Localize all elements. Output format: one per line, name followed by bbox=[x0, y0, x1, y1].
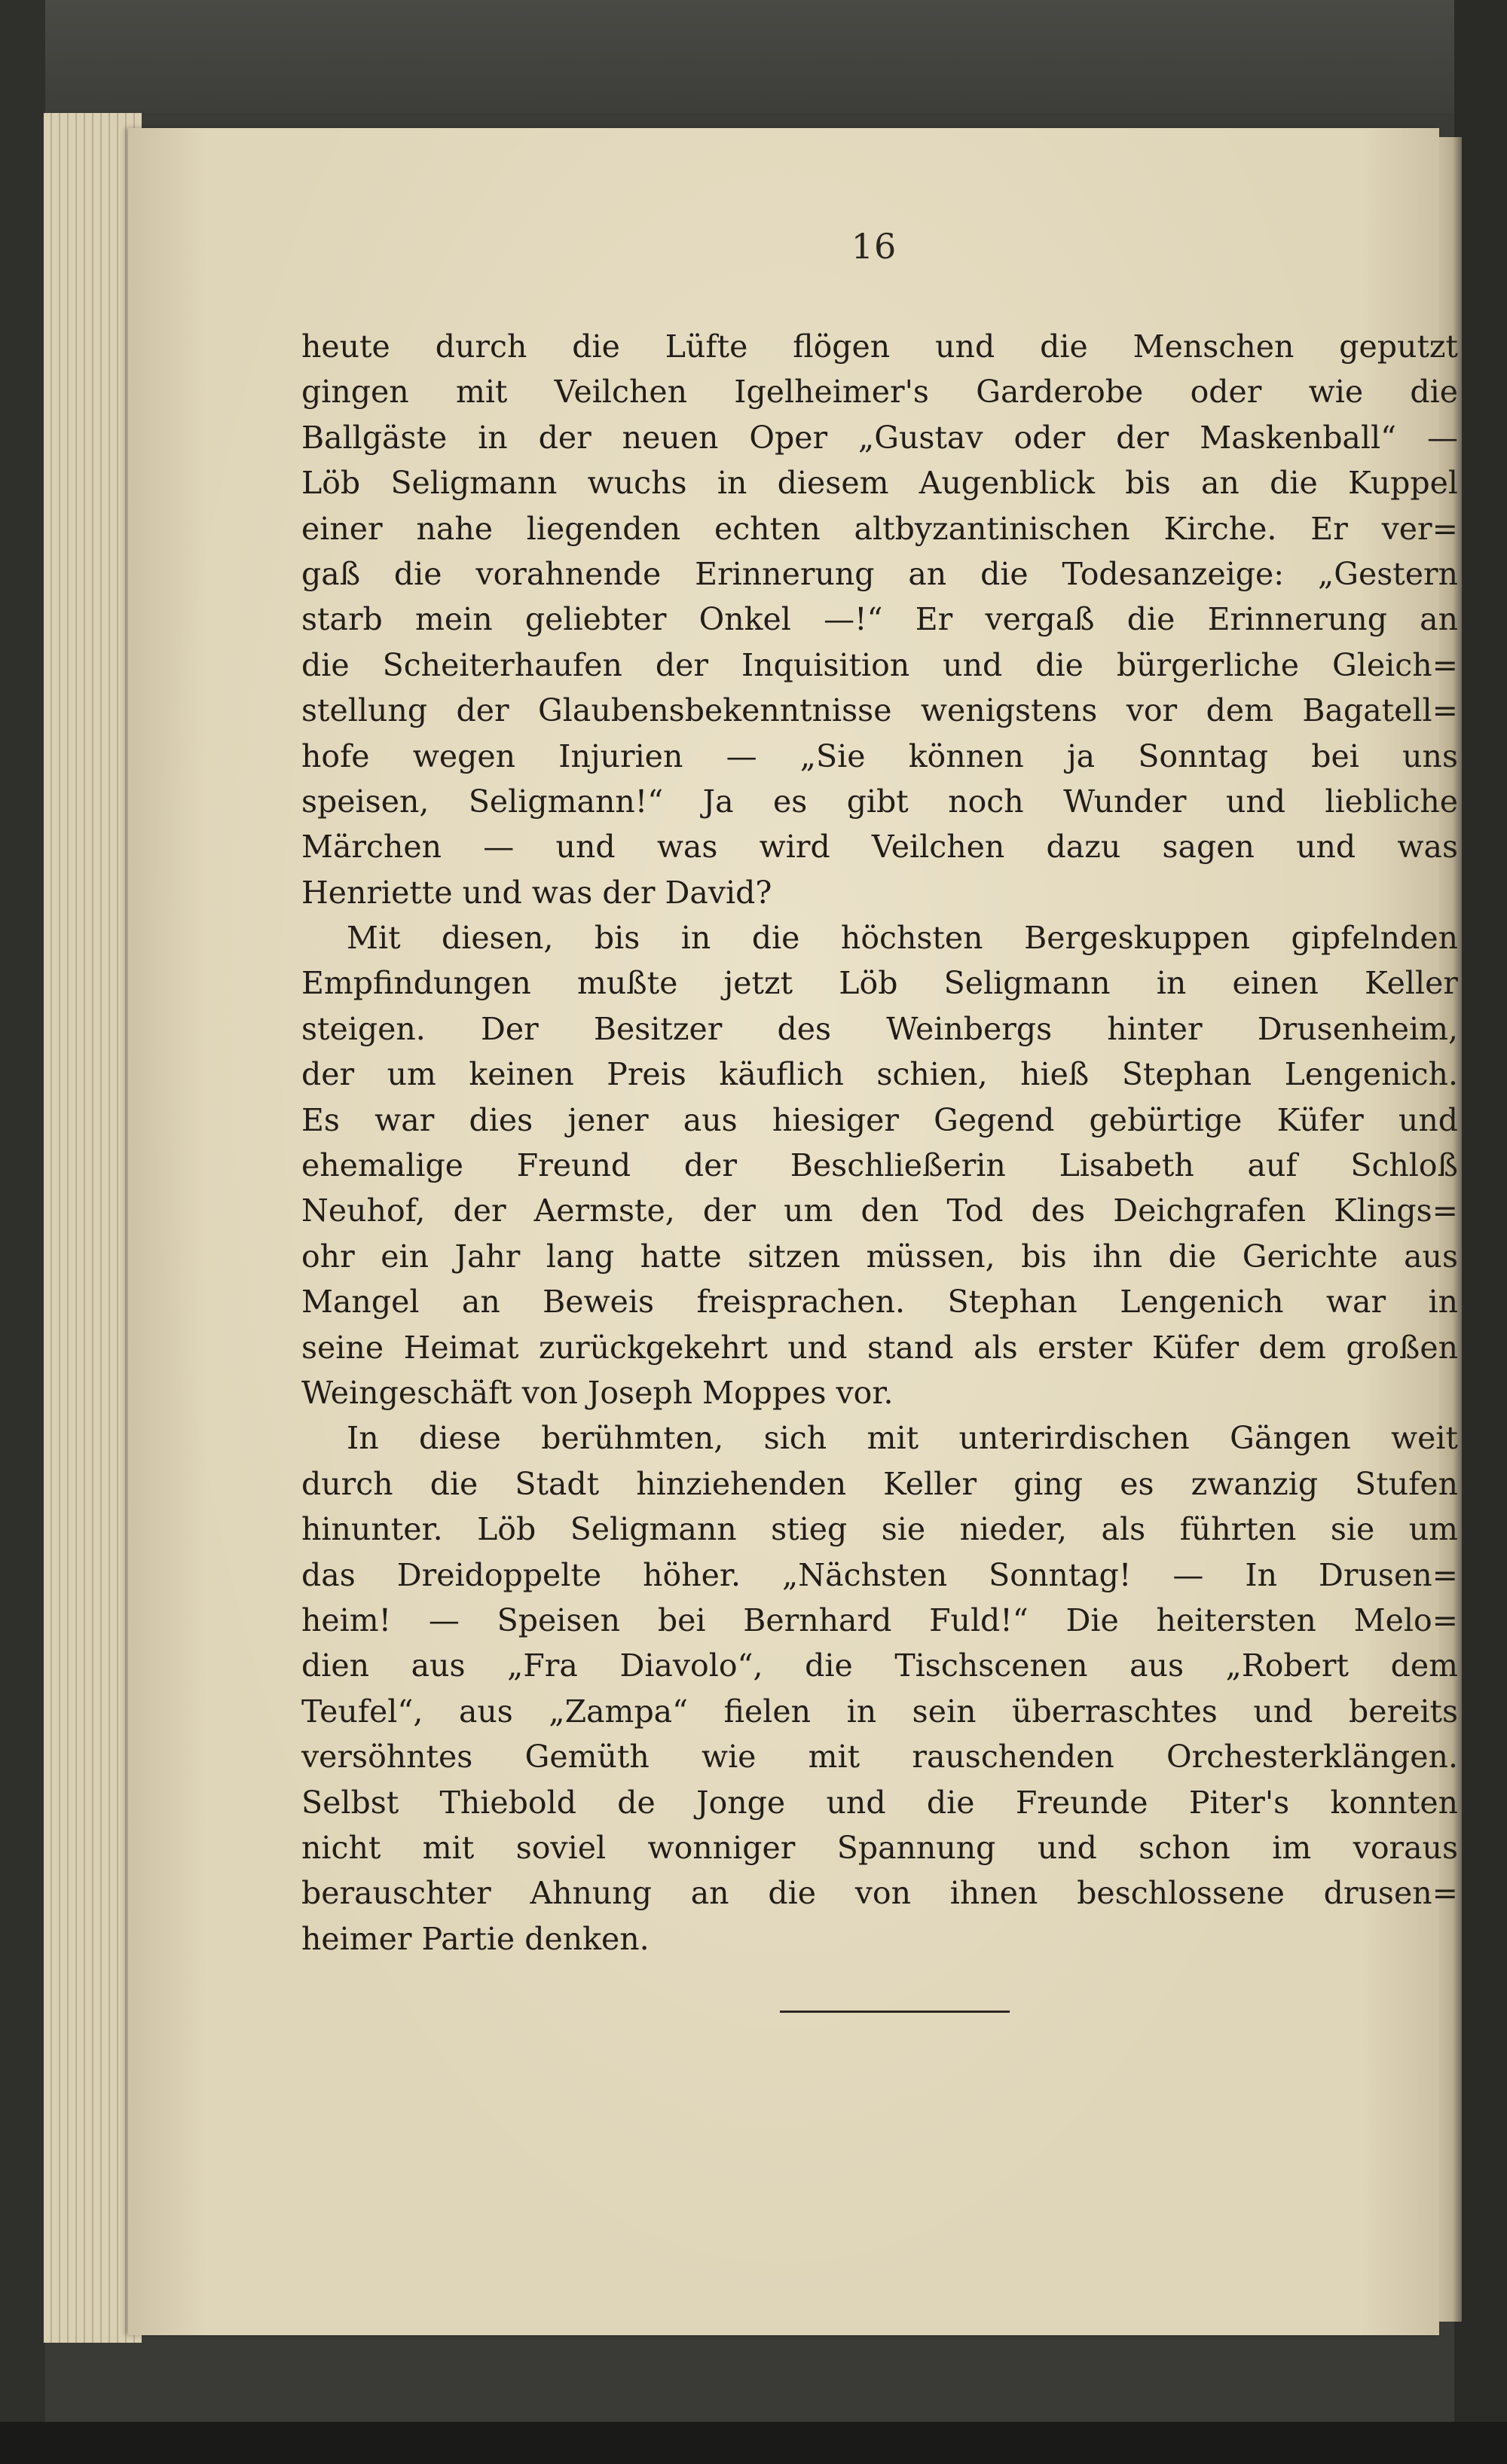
scanner-background-right bbox=[1454, 0, 1507, 2464]
text-line: In diese berühmten, sich mit unterirdischen Gängen weit bbox=[347, 1420, 1458, 1457]
text-line: ehemalige Freund der Beschließerin Lisabeth auf Schloß bbox=[301, 1147, 1458, 1184]
text-line: gingen mit Veilchen Igelheimer's Garderobe oder wie die bbox=[301, 374, 1458, 411]
text-line: speisen, Seligmann!“ Ja es gibt noch Wunder und liebliche bbox=[301, 783, 1458, 820]
text-line: versöhntes Gemüth wie mit rauschenden Orchesterklängen. bbox=[301, 1739, 1458, 1775]
text-line: steigen. Der Besitzer des Weinbergs hinter Drusenheim, bbox=[301, 1010, 1458, 1047]
text-line: einer nahe liegenden echten altbyzantinischen Kirche. Er ver= bbox=[301, 510, 1458, 547]
book-page-edges-left bbox=[44, 113, 142, 2343]
text-line: die Scheiterhaufen der Inquisition und die bürgerliche Gleich= bbox=[301, 646, 1458, 683]
text-line: Empfindungen mußte jetzt Löb Seligmann in einen Keller bbox=[301, 965, 1458, 1002]
text-line: hinunter. Löb Seligmann stieg sie nieder, als führten sie um bbox=[301, 1511, 1458, 1548]
text-line: der um keinen Preis käuflich schien, hieß Stephan Lengenich. bbox=[301, 1056, 1458, 1093]
scanner-background-left bbox=[0, 0, 45, 2464]
text-line: heute durch die Lüfte flögen und die Menschen geputzt bbox=[301, 328, 1458, 365]
text-line: hofe wegen Injurien — „Sie können ja Sonntag bei uns bbox=[301, 737, 1458, 774]
text-line: Mangel an Beweis freisprachen. Stephan Lengenich war in bbox=[301, 1284, 1458, 1321]
text-line: stellung der Glaubensbekenntnisse wenigstens vor dem Bagatell= bbox=[301, 692, 1458, 729]
text-line: Märchen — und was wird Veilchen dazu sagen und was bbox=[301, 829, 1458, 866]
body-text bbox=[301, 324, 1458, 1962]
text-line: heim! — Speisen bei Bernhard Fuld!“ Die heitersten Melo= bbox=[301, 1601, 1458, 1638]
text-line: nicht mit soviel wonniger Spannung und schon im voraus bbox=[301, 1829, 1458, 1866]
text-line: dien aus „Fra Diavolo“, die Tischscenen aus „Robert dem bbox=[301, 1647, 1458, 1684]
text-line: Es war dies jener aus hiesiger Gegend gebürtige Küfer und bbox=[301, 1101, 1458, 1138]
text-line: Henriette und was der David? bbox=[301, 874, 772, 911]
text-line: das Dreidoppelte höher. „Nächsten Sonntag! — In Drusen= bbox=[301, 1556, 1458, 1593]
scanner-background-top bbox=[0, 0, 1507, 113]
text-line: Ballgäste in der neuen Oper „Gustav oder der Maskenball“ — bbox=[301, 419, 1458, 456]
text-line: seine Heimat zurückgekehrt und stand als erster Küfer dem großen bbox=[301, 1329, 1458, 1366]
page-number: 16 bbox=[851, 226, 897, 267]
text-line: Teufel“, aus „Zampa“ fielen in sein überraschtes und bereits bbox=[301, 1693, 1458, 1730]
text-line: berauschter Ahnung an die von ihnen beschlossene drusen= bbox=[301, 1875, 1458, 1912]
text-line: Weingeschäft von Joseph Moppes vor. bbox=[301, 1374, 894, 1411]
scanner-background-bottom bbox=[0, 2422, 1507, 2464]
text-line: durch die Stadt hinziehenden Keller ging es zwanzig Stufen bbox=[301, 1465, 1458, 1502]
text-line: Neuhof, der Aermste, der um den Tod des Deichgrafen Klings= bbox=[301, 1192, 1458, 1229]
text-line: starb mein geliebter Onkel —!“ Er vergaß die Erinnerung an bbox=[301, 601, 1458, 638]
text-line: Selbst Thiebold de Jonge und die Freunde Piter's konnten bbox=[301, 1784, 1458, 1821]
text-line: Mit diesen, bis in die höchsten Bergeskuppen gipfelnden bbox=[347, 920, 1458, 957]
text-line: heimer Partie denken. bbox=[301, 1920, 650, 1957]
text-line: ohr ein Jahr lang hatte sitzen müssen, bis ihn die Gerichte aus bbox=[301, 1238, 1458, 1275]
text-line: gaß die vorahnende Erinnerung an die Todesanzeige: „Gestern bbox=[301, 555, 1458, 592]
text-line: Löb Seligmann wuchs in diesem Augenblick bis an die Kuppel bbox=[301, 465, 1458, 502]
section-end-rule bbox=[780, 2011, 1010, 2013]
